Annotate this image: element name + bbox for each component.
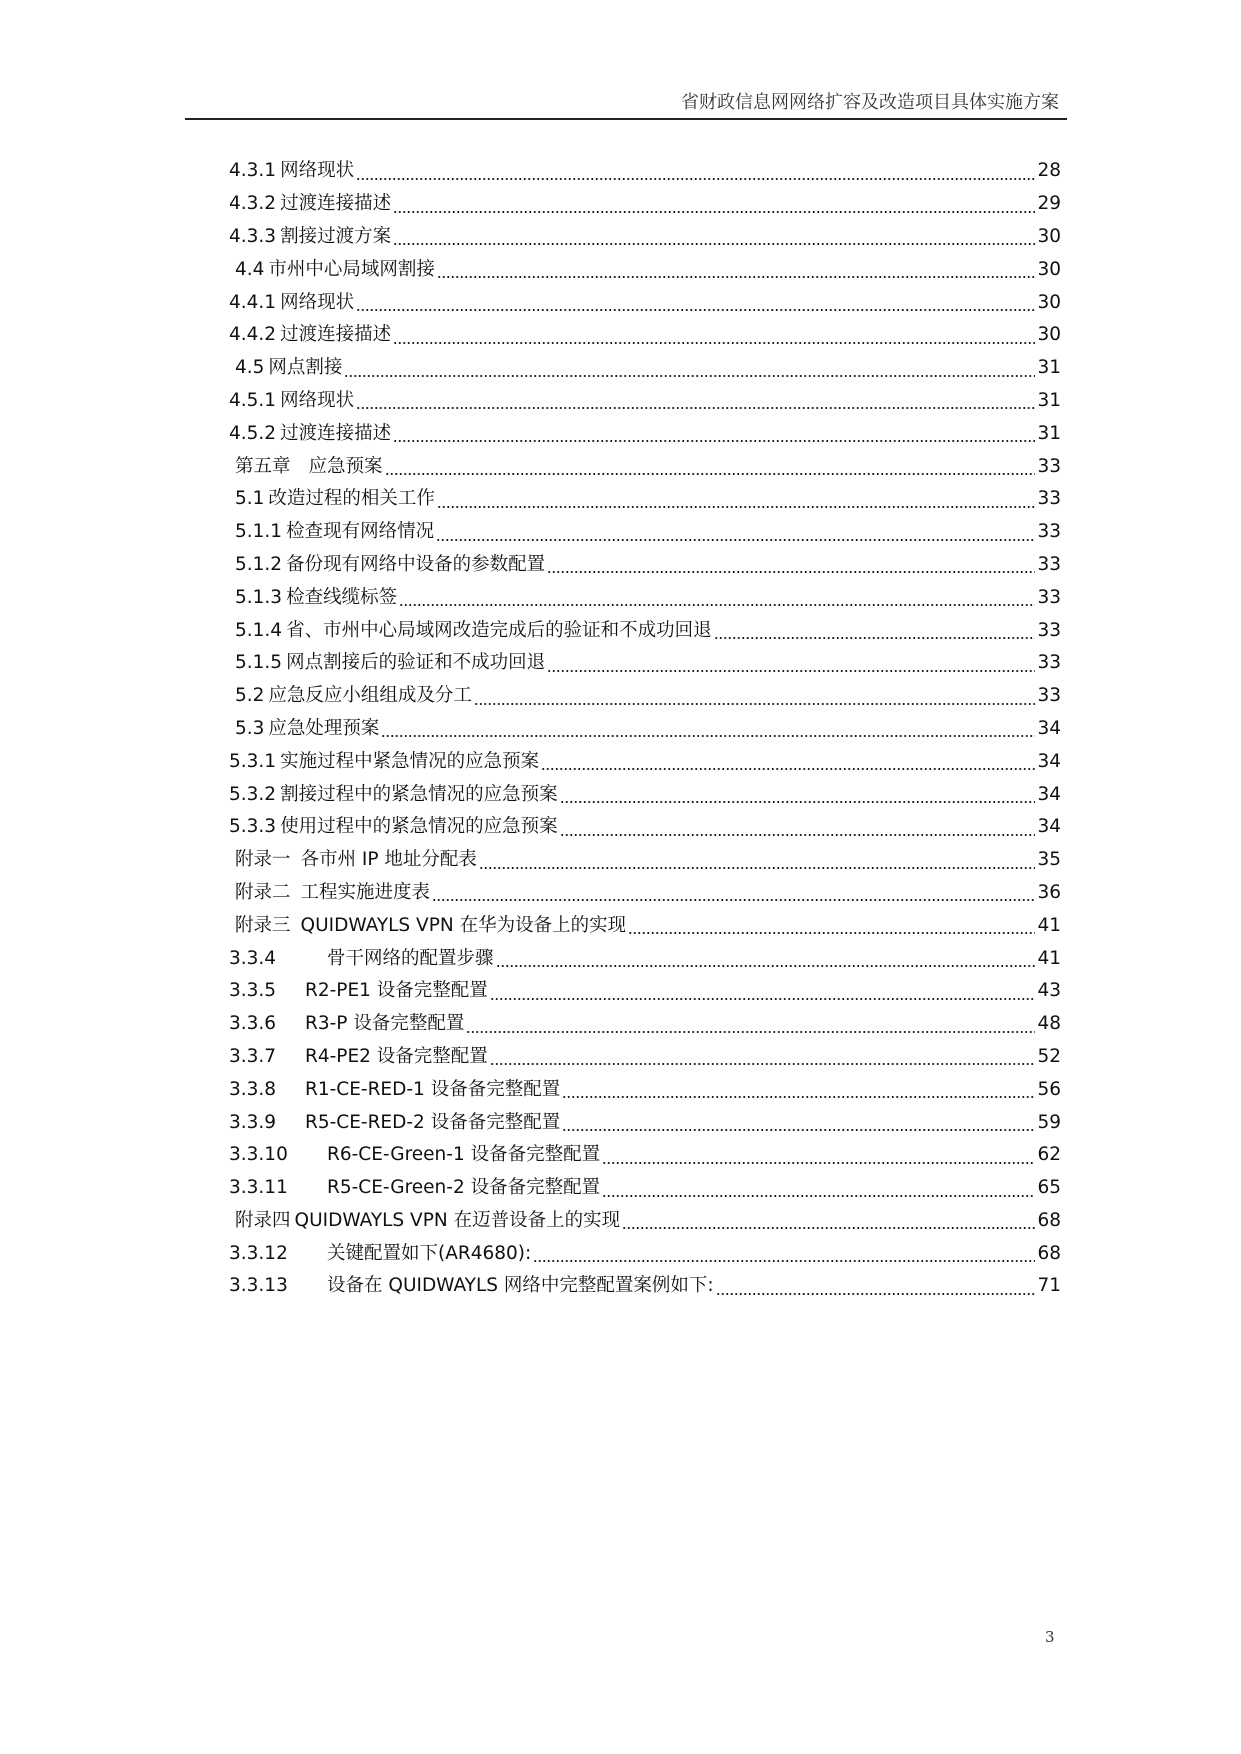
toc-entry[interactable] bbox=[229, 286, 1061, 319]
dot-leader bbox=[602, 1159, 1035, 1167]
dot-leader bbox=[533, 1257, 1035, 1265]
dot-leader bbox=[547, 568, 1035, 576]
dot-leader bbox=[541, 765, 1035, 773]
toc-entry-label: 关键配置如下(AR4680): bbox=[327, 1242, 532, 1264]
toc-entry[interactable] bbox=[229, 1008, 1061, 1041]
dot-leader bbox=[479, 864, 1036, 872]
toc-entry-number: 5.1.4 bbox=[235, 619, 283, 641]
toc-entry-page: 28 bbox=[1037, 160, 1061, 182]
toc-entry-number: 5.1.3 bbox=[235, 586, 283, 608]
toc-entry-page: 36 bbox=[1037, 881, 1061, 903]
toc-entry-page: 33 bbox=[1037, 619, 1061, 641]
toc-entry[interactable] bbox=[229, 811, 1061, 844]
dot-leader bbox=[490, 1060, 1036, 1068]
toc-entry-page: 34 bbox=[1037, 783, 1061, 805]
toc-entry[interactable] bbox=[229, 385, 1061, 418]
toc-entry-label: R5-CE-Green-2 设备备完整配置 bbox=[327, 1177, 601, 1199]
toc-entry-page: 71 bbox=[1037, 1275, 1061, 1297]
dot-leader bbox=[432, 896, 1035, 904]
toc-entry-label: 工程实施进度表 bbox=[300, 881, 431, 903]
toc-entry-number: 3.3.9 bbox=[229, 1111, 277, 1133]
dot-leader bbox=[562, 1126, 1035, 1134]
dot-leader bbox=[716, 1290, 1036, 1298]
toc-entry-number: 4.4.2 bbox=[229, 324, 277, 346]
toc-entry-number: 5.2 bbox=[235, 685, 265, 707]
toc-entry-label: 割接过程中的紧急情况的应急预案 bbox=[280, 783, 558, 805]
toc-entry-label: R1-CE-RED-1 设备备完整配置 bbox=[305, 1078, 561, 1100]
toc-entry[interactable] bbox=[229, 647, 1061, 680]
toc-entry-page: 33 bbox=[1037, 553, 1061, 575]
toc-entry-label: QUIDWAYLS VPN 在迈普设备上的实现 bbox=[294, 1209, 621, 1231]
dot-leader bbox=[356, 175, 1035, 183]
dot-leader bbox=[562, 1093, 1035, 1101]
toc-entry[interactable] bbox=[229, 1172, 1061, 1205]
toc-entry-label: 使用过程中的紧急情况的应急预案 bbox=[280, 816, 558, 838]
dot-leader bbox=[356, 404, 1035, 412]
toc-entry-label: R2-PE1 设备完整配置 bbox=[305, 980, 488, 1002]
dot-leader bbox=[560, 798, 1036, 806]
toc-entry-number: 第五章 bbox=[235, 455, 291, 477]
dot-leader bbox=[356, 306, 1035, 314]
toc-entry-page: 33 bbox=[1037, 685, 1061, 707]
toc-entry-label: 应急处理预案 bbox=[268, 717, 380, 739]
toc-entry-number: 3.3.13 bbox=[229, 1275, 288, 1297]
toc-entry[interactable] bbox=[229, 319, 1061, 352]
toc-entry[interactable] bbox=[229, 516, 1061, 549]
dot-leader bbox=[490, 995, 1036, 1003]
toc-entry-number: 3.3.7 bbox=[229, 1045, 277, 1067]
toc-entry-label: 网点割接 bbox=[268, 357, 343, 379]
dot-leader bbox=[622, 1224, 1035, 1232]
toc-entry-label: R4-PE2 设备完整配置 bbox=[305, 1045, 488, 1067]
toc-entry-page: 48 bbox=[1037, 1013, 1061, 1035]
toc-entry[interactable] bbox=[229, 975, 1061, 1008]
toc-entry[interactable] bbox=[229, 1041, 1061, 1074]
toc-entry-label: QUIDWAYLS VPN 在华为设备上的实现 bbox=[300, 914, 627, 936]
toc-entry-page: 30 bbox=[1037, 225, 1061, 247]
toc-entry-number: 3.3.10 bbox=[229, 1144, 288, 1166]
toc-entry-number: 3.3.8 bbox=[229, 1078, 277, 1100]
dot-leader bbox=[560, 831, 1036, 839]
dot-leader bbox=[393, 437, 1035, 445]
toc-entry[interactable] bbox=[229, 942, 1061, 975]
toc-entry-number: 3.3.11 bbox=[229, 1177, 288, 1199]
toc-entry-number: 4.3.3 bbox=[229, 225, 277, 247]
toc-entry-page: 34 bbox=[1037, 750, 1061, 772]
toc-entry-label: 省、市州中心局域网改造完成后的验证和不成功回退 bbox=[286, 619, 712, 641]
toc-entry-label: 割接过渡方案 bbox=[280, 225, 392, 247]
toc-entry-label: 网络现状 bbox=[280, 160, 355, 182]
toc-entry[interactable] bbox=[229, 680, 1061, 713]
page-number: 3 bbox=[1045, 1628, 1055, 1646]
toc-entry-number: 3.3.5 bbox=[229, 980, 277, 1002]
toc-entry-number: 5.1.5 bbox=[235, 652, 283, 674]
toc-entry[interactable] bbox=[229, 713, 1061, 746]
dot-leader bbox=[466, 1028, 1035, 1036]
toc-entry-number: 附录四 bbox=[235, 1209, 291, 1231]
toc-entry[interactable] bbox=[229, 614, 1061, 647]
toc-entry-page: 30 bbox=[1037, 291, 1061, 313]
toc-entry[interactable] bbox=[229, 844, 1061, 877]
toc-entry-number: 5.1.2 bbox=[235, 553, 283, 575]
toc-entry-label: 网络现状 bbox=[280, 389, 355, 411]
toc-entry-number: 5.3.3 bbox=[229, 816, 277, 838]
toc-entry-page: 52 bbox=[1037, 1045, 1061, 1067]
toc-entry[interactable] bbox=[229, 778, 1061, 811]
table-of-contents bbox=[229, 155, 1061, 1303]
page-header bbox=[185, 84, 1067, 120]
toc-entry-number: 4.4 bbox=[235, 258, 265, 280]
dot-leader bbox=[474, 700, 1036, 708]
toc-entry[interactable] bbox=[229, 253, 1061, 286]
document-title: 省财政信息网网络扩容及改造项目具体实施方案 bbox=[681, 92, 1059, 113]
toc-entry-label: 骨干网络的配置步骤 bbox=[327, 947, 494, 969]
toc-entry-number: 5.1 bbox=[235, 488, 265, 510]
toc-entry-label: 改造过程的相关工作 bbox=[268, 488, 435, 510]
toc-entry-label: 过渡连接描述 bbox=[280, 422, 392, 444]
toc-entry-page: 33 bbox=[1037, 652, 1061, 674]
toc-entry-label: 市州中心局域网割接 bbox=[268, 258, 435, 280]
toc-entry[interactable] bbox=[229, 188, 1061, 221]
toc-entry-page: 34 bbox=[1037, 816, 1061, 838]
toc-entry-label: 设备在 QUIDWAYLS 网络中完整配置案例如下: bbox=[327, 1275, 714, 1297]
toc-entry[interactable] bbox=[229, 221, 1061, 254]
toc-entry-page: 41 bbox=[1037, 914, 1061, 936]
toc-entry-number: 4.5.1 bbox=[229, 389, 277, 411]
toc-entry-page: 33 bbox=[1037, 455, 1061, 477]
toc-entry-page: 30 bbox=[1037, 258, 1061, 280]
toc-entry-number: 4.5 bbox=[235, 357, 265, 379]
toc-entry[interactable] bbox=[229, 1106, 1061, 1139]
toc-entry-number: 4.4.1 bbox=[229, 291, 277, 313]
toc-entry-page: 31 bbox=[1037, 422, 1061, 444]
toc-entry-page: 43 bbox=[1037, 980, 1061, 1002]
toc-entry-page: 33 bbox=[1037, 521, 1061, 543]
toc-entry-page: 31 bbox=[1037, 357, 1061, 379]
toc-entry[interactable] bbox=[229, 155, 1061, 188]
toc-entry-number: 附录一 bbox=[235, 849, 291, 871]
toc-entry-label: 检查线缆标签 bbox=[286, 586, 398, 608]
toc-entry-page: 33 bbox=[1037, 586, 1061, 608]
toc-entry-page: 65 bbox=[1037, 1177, 1061, 1199]
toc-entry[interactable] bbox=[229, 909, 1061, 942]
toc-entry-number: 4.3.2 bbox=[229, 193, 277, 215]
toc-entry-label: 应急预案 bbox=[308, 455, 383, 477]
toc-entry[interactable] bbox=[229, 1270, 1061, 1303]
toc-entry[interactable] bbox=[229, 1073, 1061, 1106]
dot-leader bbox=[393, 208, 1035, 216]
toc-entry-label: 实施过程中紧急情况的应急预案 bbox=[280, 750, 540, 772]
toc-entry-label: R3-P 设备完整配置 bbox=[305, 1013, 465, 1035]
toc-entry-number: 5.1.1 bbox=[235, 521, 283, 543]
dot-leader bbox=[602, 1192, 1035, 1200]
toc-entry-number: 3.3.12 bbox=[229, 1242, 288, 1264]
toc-entry-page: 62 bbox=[1037, 1144, 1061, 1166]
toc-entry-page: 41 bbox=[1037, 947, 1061, 969]
toc-entry-label: 网点割接后的验证和不成功回退 bbox=[286, 652, 546, 674]
toc-entry-page: 35 bbox=[1037, 849, 1061, 871]
dot-leader bbox=[714, 634, 1036, 642]
toc-entry[interactable] bbox=[229, 352, 1061, 385]
dot-leader bbox=[344, 372, 1035, 380]
toc-entry-number: 4.3.1 bbox=[229, 160, 277, 182]
dot-leader bbox=[437, 273, 1036, 281]
toc-entry[interactable] bbox=[229, 1205, 1061, 1238]
toc-entry-number: 附录二 bbox=[235, 881, 291, 903]
toc-entry-label: 各市州 IP 地址分配表 bbox=[300, 849, 477, 871]
toc-entry-label: 应急反应小组组成及分工 bbox=[268, 685, 472, 707]
dot-leader bbox=[436, 536, 1035, 544]
toc-entry-label: 备份现有网络中设备的参数配置 bbox=[286, 553, 546, 575]
toc-entry-label: 过渡连接描述 bbox=[280, 324, 392, 346]
toc-entry-page: 68 bbox=[1037, 1242, 1061, 1264]
toc-entry-page: 33 bbox=[1037, 488, 1061, 510]
toc-entry-number: 3.3.4 bbox=[229, 947, 277, 969]
toc-entry[interactable] bbox=[229, 1237, 1061, 1270]
toc-entry-label: R5-CE-RED-2 设备备完整配置 bbox=[305, 1111, 561, 1133]
toc-entry[interactable] bbox=[229, 417, 1061, 450]
toc-entry-page: 31 bbox=[1037, 389, 1061, 411]
toc-entry[interactable] bbox=[229, 549, 1061, 582]
toc-entry-page: 56 bbox=[1037, 1078, 1061, 1100]
toc-entry-label: 网络现状 bbox=[280, 291, 355, 313]
toc-entry[interactable] bbox=[229, 877, 1061, 910]
toc-entry-page: 68 bbox=[1037, 1209, 1061, 1231]
dot-leader bbox=[381, 732, 1035, 740]
toc-entry-page: 30 bbox=[1037, 324, 1061, 346]
dot-leader bbox=[393, 339, 1035, 347]
toc-entry-page: 34 bbox=[1037, 717, 1061, 739]
dot-leader bbox=[393, 240, 1035, 248]
toc-entry-number: 5.3 bbox=[235, 717, 265, 739]
toc-entry-page: 59 bbox=[1037, 1111, 1061, 1133]
toc-entry-label: 检查现有网络情况 bbox=[286, 521, 435, 543]
dot-leader bbox=[547, 667, 1035, 675]
toc-entry-number: 5.3.2 bbox=[229, 783, 277, 805]
toc-entry-page: 29 bbox=[1037, 193, 1061, 215]
dot-leader bbox=[496, 962, 1036, 970]
dot-leader bbox=[628, 929, 1035, 937]
toc-entry[interactable] bbox=[229, 1139, 1061, 1172]
dot-leader bbox=[437, 503, 1036, 511]
toc-entry-number: 4.5.2 bbox=[229, 422, 277, 444]
toc-entry-label: 过渡连接描述 bbox=[280, 193, 392, 215]
toc-entry[interactable] bbox=[229, 745, 1061, 778]
toc-entry[interactable] bbox=[229, 581, 1061, 614]
toc-entry[interactable] bbox=[229, 483, 1061, 516]
toc-entry-number: 3.3.6 bbox=[229, 1013, 277, 1035]
toc-entry-number: 附录三 bbox=[235, 914, 291, 936]
toc-entry-label: R6-CE-Green-1 设备备完整配置 bbox=[327, 1144, 601, 1166]
dot-leader bbox=[385, 470, 1036, 478]
toc-entry[interactable] bbox=[229, 450, 1061, 483]
dot-leader bbox=[399, 601, 1035, 609]
toc-entry-number: 5.3.1 bbox=[229, 750, 277, 772]
